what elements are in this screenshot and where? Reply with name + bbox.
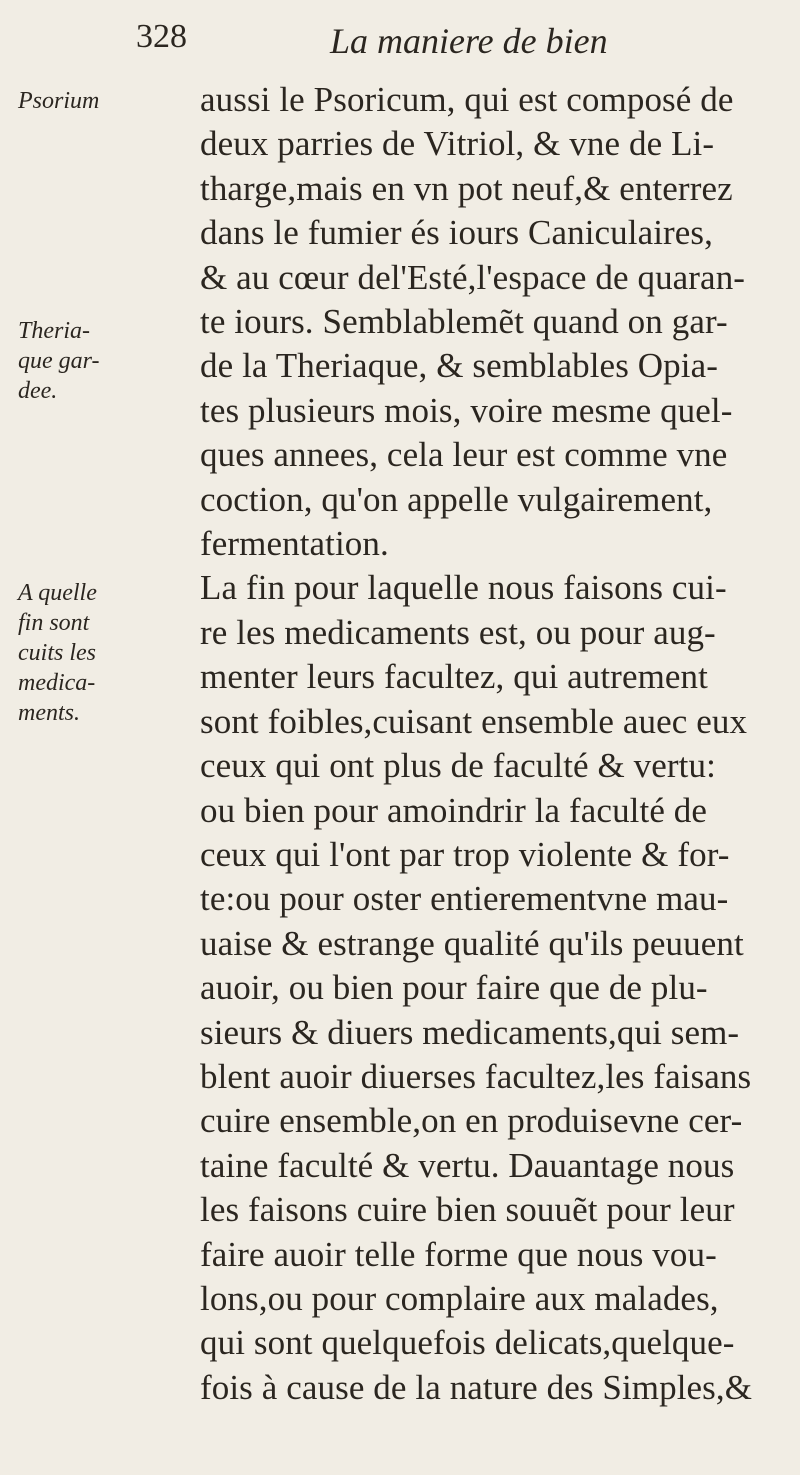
margin-note-theriaque — [18, 316, 128, 406]
text-line: sieurs & diuers medicaments,qui sem- — [200, 1012, 740, 1052]
text-line: faire auoir telle forme que nous vou- — [200, 1234, 717, 1274]
text-line: coction, qu'on appelle vulgairement, — [200, 479, 713, 519]
text-line: tes plusieurs mois, voire mesme quel- — [200, 390, 733, 430]
running-title: La maniere de bien — [330, 21, 608, 61]
margin-note-psorium — [18, 86, 128, 116]
text-line: sont foibles,cuisant ensemble auec eux — [200, 701, 748, 741]
margin-note-line: ments. — [18, 700, 80, 726]
margin-note-line: que gar- — [18, 348, 100, 374]
margin-note-line: A quelle — [18, 580, 97, 606]
margin-note-line: Theria- — [18, 318, 90, 344]
text-line: La fin pour laquelle nous faisons cui- — [200, 568, 727, 608]
body-text — [130, 78, 790, 1410]
text-line: & au cœur del'Esté,l'espace de quaran- — [200, 257, 746, 297]
text-line: de la Theriaque, & semblables Opia- — [200, 346, 718, 386]
text-line: cuire ensemble,on en produisevne cer- — [200, 1101, 743, 1141]
text-line: auoir, ou bien pour faire que de plu- — [200, 968, 708, 1008]
margin-note-line: cuits les — [18, 640, 96, 666]
text-line: fermentation. — [200, 524, 389, 564]
margin-note-line: Psorium — [18, 88, 100, 114]
text-line: qui sont quelquefois delicats,quelque- — [200, 1323, 735, 1363]
text-line: uaise & estrange qualité qu'ils peuuent — [200, 923, 744, 963]
margin-note-line: medica- — [18, 670, 96, 696]
margin-note-a-quelle-fin — [18, 578, 128, 728]
text-line: ques annees, cela leur est comme vne — [200, 435, 728, 475]
text-line: te iours. Semblablemẽt quand on gar- — [200, 302, 728, 342]
text-line: fois à cause de la nature des Simples,& — [200, 1367, 753, 1407]
margin-note-line: dee. — [18, 378, 58, 404]
text-line: deux parries de Vitriol, & vne de Li- — [200, 124, 715, 164]
text-line: te:ou pour oster entierementvne mau- — [200, 879, 729, 919]
text-line: tharge,mais en vn pot neuf,& enterrez — [200, 168, 733, 208]
text-line: blent auoir diuerses facultez,les faisans — [200, 1056, 752, 1096]
text-line: menter leurs facultez, qui autrement — [200, 657, 708, 697]
margin-note-line: fin sont — [18, 610, 90, 636]
page-header — [0, 8, 800, 70]
text-line: re les medicaments est, ou pour aug- — [200, 612, 716, 652]
text-line: ceux qui l'ont par trop violente & for- — [200, 834, 730, 874]
text-line: aussi le Psoricum, qui est composé de — [200, 80, 734, 119]
text-line: les faisons cuire bien souuẽt pour leur — [200, 1190, 735, 1230]
text-line: dans le fumier és iours Caniculaires, — [200, 213, 713, 253]
text-line: ceux qui ont plus de faculté & vertu: — [200, 746, 716, 786]
text-line: taine faculté & vertu. Dauantage nous — [200, 1145, 735, 1185]
text-line: lons,ou pour complaire aux malades, — [200, 1278, 719, 1318]
text-line: ou bien pour amoindrir la faculté de — [200, 790, 708, 830]
page-number: 328 — [136, 18, 187, 55]
